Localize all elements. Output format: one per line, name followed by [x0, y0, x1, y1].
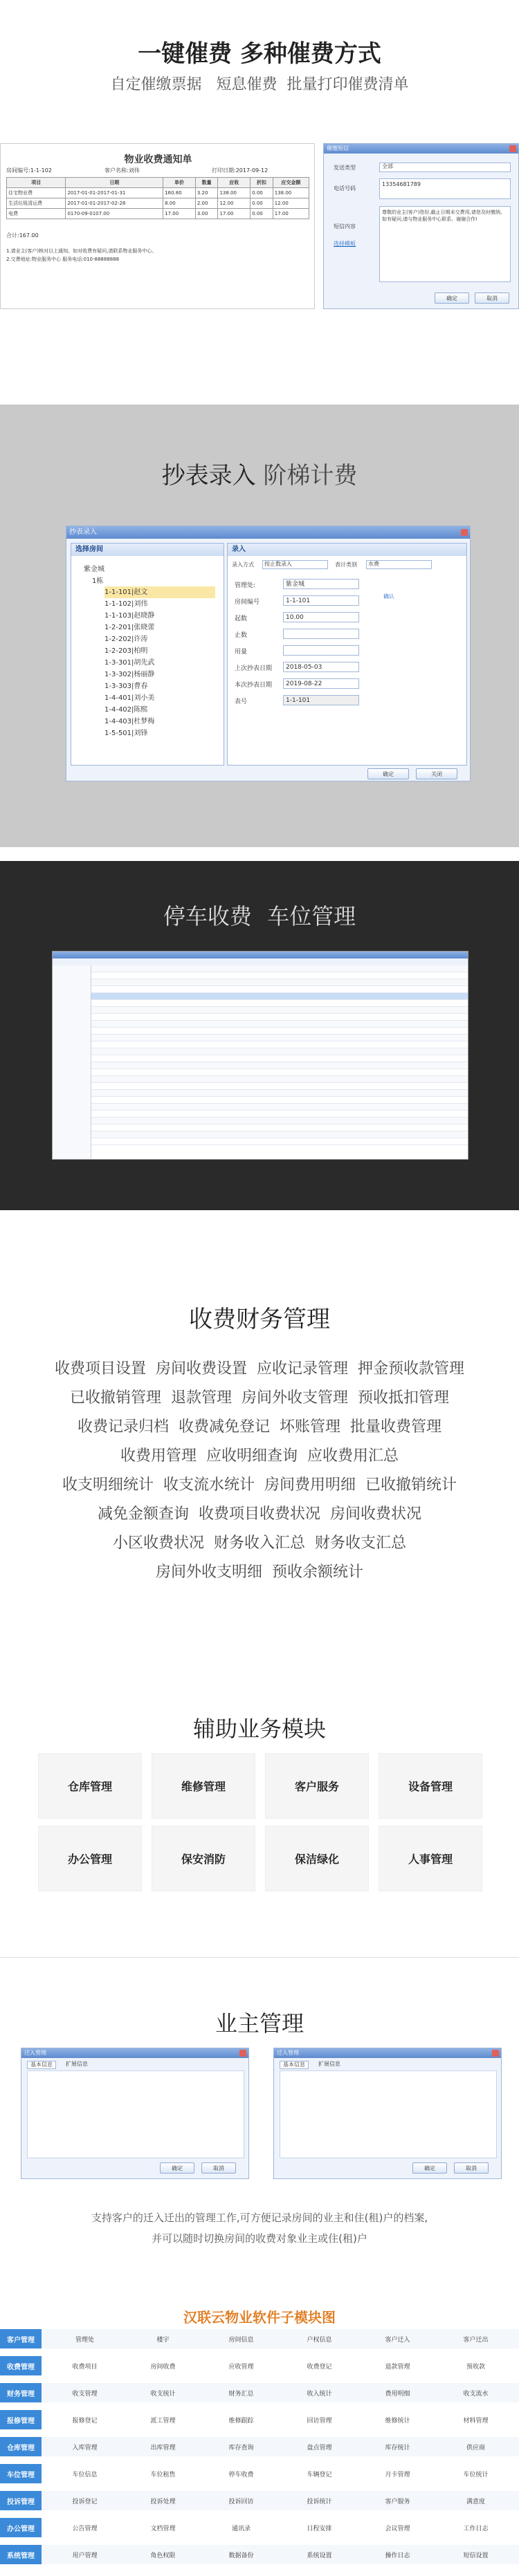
- notice-table: [6, 177, 309, 219]
- tree-room-item[interactable]: 1-2-201|张晓蕾: [104, 624, 155, 631]
- meter-field-input[interactable]: 1-1-101: [283, 695, 359, 705]
- parking-grid-row[interactable]: [91, 1138, 468, 1145]
- meter-fields: [228, 577, 466, 710]
- module-item: 财务汇总: [228, 2390, 254, 2398]
- notice-cell: 138.00: [218, 188, 251, 198]
- parking-grid-row[interactable]: [91, 1041, 468, 1048]
- module-item: 维修跟踪: [228, 2417, 254, 2425]
- module-item: 客户服务: [385, 2498, 410, 2505]
- tree-room-item[interactable]: 1-2-202|许涛: [104, 636, 148, 643]
- module-row: [0, 2518, 519, 2537]
- meter-field-row: [228, 676, 466, 693]
- tree-title: 选择房间: [71, 544, 224, 556]
- parking-grid-row[interactable]: [91, 979, 468, 986]
- tree-room-item[interactable]: 1-1-101|赵文: [104, 586, 215, 598]
- parking-title: [0, 899, 519, 931]
- tree-room-item[interactable]: 1-1-103|赵晓静: [104, 612, 155, 620]
- notice-col-header: 数量: [195, 178, 218, 188]
- hero-subtitle: 自定催缴票据 短息催费 批量打印催费清单: [110, 76, 409, 93]
- parking-grid-row[interactable]: [91, 1048, 468, 1055]
- notice-row: [7, 188, 309, 198]
- parking-grid-row[interactable]: [91, 1069, 468, 1076]
- notice-cell: 8.00: [163, 198, 196, 209]
- module-item: 管理处: [75, 2336, 94, 2344]
- parking-section: [0, 861, 519, 1210]
- notice-row: [7, 209, 309, 219]
- notice-cell: 3.00: [195, 209, 218, 219]
- finance-line: 收费用管理 应收明细查询 应收费用汇总: [120, 1447, 399, 1465]
- tree-items: [104, 586, 215, 739]
- module-item: 户权信息: [307, 2336, 332, 2344]
- module-item: 收支统计: [150, 2390, 176, 2398]
- notice-col-header: 应交金额: [273, 178, 309, 188]
- module-row-head: 车位管理: [0, 2464, 42, 2483]
- parking-grid-row[interactable]: [91, 1131, 468, 1138]
- rule-label: 表计类别: [335, 562, 357, 568]
- tree-root[interactable]: 紫金城: [84, 566, 104, 573]
- parking-grid-row[interactable]: [91, 1124, 468, 1131]
- parking-titlebar: [53, 952, 468, 958]
- module-row: [0, 2464, 519, 2483]
- tab-basic-a[interactable]: 基本信息: [27, 2061, 56, 2069]
- module-item: 数据备份: [228, 2552, 254, 2559]
- module-item: 维修统计: [385, 2417, 410, 2425]
- finance-line: 收费记录归档 收费减免登记 坏账管理 批量收费管理: [78, 1418, 441, 1436]
- tab-ext-b[interactable]: 扩展信息: [318, 2061, 340, 2067]
- module-item: 满意度: [466, 2498, 485, 2505]
- tree-room-item[interactable]: 1-5-501|刘锋: [104, 730, 148, 737]
- meter-field-input[interactable]: 2019-08-22: [283, 678, 359, 689]
- parking-grid: [91, 965, 468, 1152]
- parking-grid-row[interactable]: [91, 986, 468, 993]
- module-item: 客户迁入: [385, 2336, 410, 2344]
- module-item: 入库管理: [72, 2444, 98, 2452]
- module-item: 供应商: [466, 2444, 485, 2452]
- notice-total: 合计:167.00: [6, 232, 39, 239]
- module-item: 报修登记: [72, 2417, 98, 2425]
- module-item: 系统设置: [307, 2552, 332, 2559]
- module-item: 楼宇: [156, 2336, 170, 2344]
- finance-line: 已收撤销管理 退款管理 房间外收支管理 预收抵扣管理: [70, 1389, 449, 1407]
- aux-module-tile[interactable]: 保安消防: [152, 1826, 255, 1891]
- module-row: [0, 2383, 519, 2402]
- module-item: 费用明细: [385, 2390, 410, 2398]
- meter-close-button[interactable]: 关闭: [416, 768, 457, 779]
- meter-field-label: 止数: [235, 632, 248, 639]
- module-item: 角色权限: [150, 2552, 176, 2559]
- meter-field-row: [228, 627, 466, 643]
- tree-room-item[interactable]: 1-4-402|陈熙: [104, 706, 148, 714]
- module-item: 短信设置: [463, 2552, 489, 2559]
- finance-line: 收费项目设置 房间收费设置 应收记录管理 押金预收款管理: [55, 1360, 464, 1378]
- sms-window: [323, 143, 519, 309]
- parking-grid-row[interactable]: [91, 1090, 468, 1097]
- parking-grid-row[interactable]: [91, 1062, 468, 1069]
- aux-title: 辅助业务模块: [192, 1716, 326, 1742]
- module-item: 房间信息: [228, 2336, 254, 2344]
- notice-cell: 17.00: [273, 209, 309, 219]
- notice-cell: 12.00: [273, 198, 309, 209]
- tree-room-item[interactable]: 1-2-203|柏明: [104, 647, 148, 655]
- notice-cell: 2.00: [195, 198, 218, 209]
- parking-grid-row[interactable]: [91, 1035, 468, 1041]
- aux-section: [0, 1653, 519, 1957]
- notice-col-header: 日期: [66, 178, 163, 188]
- close-icon[interactable]: [239, 2050, 246, 2057]
- owner-title: 业主管理: [215, 2010, 304, 2037]
- meter-field-label: 表号: [235, 698, 248, 705]
- notice-date: 打印日期:2017-09-12: [212, 167, 268, 174]
- notice-cell: 生活垃圾清运费: [7, 198, 66, 209]
- module-row-head: 投诉管理: [0, 2491, 42, 2510]
- tree-room-item[interactable]: 1-1-102|刘伟: [104, 600, 148, 608]
- notice-cell: 电费: [7, 209, 66, 219]
- meter-section: [0, 405, 519, 847]
- module-item: 投诉回访: [228, 2498, 254, 2505]
- sms-ok-button[interactable]: 确定: [435, 293, 469, 304]
- parking-grid-row[interactable]: [91, 1007, 468, 1014]
- module-item: 投诉处理: [150, 2498, 176, 2505]
- notice-cell: 17.00: [218, 209, 251, 219]
- module-row-head: 客户管理: [0, 2329, 42, 2348]
- owner-caption-a: 迁入管理: [21, 2048, 248, 2058]
- meter-field-label: 上次抄表日期: [235, 665, 273, 672]
- module-item: 操作日志: [385, 2552, 410, 2559]
- notice-cell: 0.00: [251, 198, 273, 209]
- meter-caption: 抄表录入: [66, 526, 470, 539]
- parking-grid-row[interactable]: [91, 1118, 468, 1124]
- notice-cell: 12.00: [218, 198, 251, 209]
- module-item: 车位统计: [463, 2471, 489, 2478]
- module-item: 派工管理: [150, 2417, 176, 2425]
- parking-grid-row[interactable]: [91, 965, 468, 972]
- notice-house: 房间编号:1-1-102: [6, 167, 52, 174]
- aux-module-tile[interactable]: 保洁绿化: [265, 1826, 369, 1891]
- module-item: 应收管理: [228, 2363, 254, 2371]
- meter-field-label: 起数: [235, 615, 248, 622]
- module-item: 停车收费: [228, 2471, 254, 2478]
- sms-content-label: 短信内容: [334, 223, 356, 230]
- template-link[interactable]: 选择模板: [334, 241, 356, 247]
- parking-title-b: 车位管理: [267, 903, 356, 929]
- module-item: 工作日志: [463, 2525, 489, 2532]
- meter-field-input[interactable]: [283, 645, 359, 656]
- aux-module-tile[interactable]: 客户服务: [265, 1753, 369, 1819]
- meter-field-row: [228, 577, 466, 593]
- parking-grid-row[interactable]: [91, 972, 468, 979]
- notice-doc-title: 物业收费通知单: [124, 154, 192, 165]
- meter-field-input[interactable]: 紫金城: [283, 579, 359, 589]
- notice-owner: 客户名称:刘伟: [104, 167, 140, 174]
- modules-title: 汉联云物业软件子模块图: [183, 2309, 336, 2326]
- module-row-head: 报修管理: [0, 2410, 42, 2429]
- module-row: [0, 2356, 519, 2375]
- notice-note-2: 2.交费地址:物业服务中心 服务电话:010-88888888: [6, 257, 120, 262]
- notice-cell: 2017-01-01-2017-01-31: [66, 188, 163, 198]
- notice-col-header: 项目: [7, 178, 66, 188]
- notice-cell: 2017-01-01-2017-02-28: [66, 198, 163, 209]
- owner-cancel-button-a[interactable]: 取消: [201, 2162, 236, 2174]
- parking-grid-row[interactable]: [91, 1083, 468, 1090]
- parking-grid-row[interactable]: [91, 1111, 468, 1118]
- parking-grid-row[interactable]: [91, 1055, 468, 1062]
- module-row-head: 财务管理: [0, 2383, 42, 2402]
- meter-ok-button[interactable]: 确定: [367, 768, 409, 779]
- finance-line: 房间外收支明细 预收余额统计: [156, 1564, 363, 1581]
- tree-room-item[interactable]: 1-3-301|胡先武: [104, 659, 155, 667]
- meter-field-row: [228, 610, 466, 627]
- owner-desc-2: 并可以随时切换房间的收费对象业主或住(租)户: [152, 2232, 367, 2245]
- meter-field-input[interactable]: 1-1-101: [283, 595, 359, 606]
- sms-type-select[interactable]: 全部: [379, 163, 511, 172]
- parking-grid-row[interactable]: [91, 1076, 468, 1083]
- module-item: 投诉统计: [307, 2498, 332, 2505]
- module-item: 出库管理: [150, 2444, 176, 2452]
- module-row: [0, 2410, 519, 2429]
- meter-field-input[interactable]: 2018-05-03: [283, 662, 359, 672]
- parking-title-a: 停车收费: [163, 903, 252, 929]
- owner-ok-button-a[interactable]: 确定: [160, 2162, 194, 2174]
- notice-col-header: 应收: [218, 178, 251, 188]
- sms-type-label: 发送类型: [334, 165, 356, 171]
- module-item: 退款管理: [385, 2363, 410, 2371]
- parking-grid-row[interactable]: [91, 1014, 468, 1021]
- module-item: 预收款: [466, 2363, 485, 2371]
- notice-row: [7, 198, 309, 209]
- module-row: [0, 2545, 519, 2564]
- owner-caption-b: 迁入管理: [274, 2048, 501, 2058]
- meter-field-label: 用量: [235, 649, 248, 656]
- notice-col-header: 单价: [163, 178, 196, 188]
- finance-line: 小区收费状况 财务收入汇总 财务收支汇总: [113, 1535, 406, 1552]
- room-tree-panel: [71, 543, 224, 766]
- owner-form-a: [27, 2070, 244, 2158]
- meter-title: [0, 456, 519, 490]
- notice-col-header: 折扣: [251, 178, 273, 188]
- module-row-head: 收费管理: [0, 2356, 42, 2375]
- meter-form-panel: [227, 543, 467, 766]
- owner-desc-1: 支持客户的迁入迁出的管理工作,可方便记录房间的业主和住(租)户的档案,: [91, 2212, 428, 2224]
- mode-select[interactable]: 按止数录入: [262, 560, 328, 569]
- sms-phone-label: 电话号码: [334, 185, 356, 192]
- module-item: 收支管理: [72, 2390, 98, 2398]
- meter-field-row: [228, 593, 466, 610]
- module-item: 收费项目: [72, 2363, 98, 2371]
- module-item: 收支流水: [463, 2390, 489, 2398]
- module-item: 收费登记: [307, 2363, 332, 2371]
- meter-field-row: [228, 693, 466, 710]
- meter-window: [66, 526, 471, 781]
- module-item: 公告管理: [72, 2525, 98, 2532]
- parking-grid-row[interactable]: [91, 1028, 468, 1035]
- tab-basic-b[interactable]: 基本信息: [280, 2061, 309, 2069]
- tree-building[interactable]: 1栋: [92, 577, 104, 585]
- sms-content-input[interactable]: 尊敬的业主(客户)您好,截止日期未交费用,请您及时缴纳。如有疑问,请与物业服务中心联系。谢谢合作!: [379, 206, 511, 282]
- module-item: 用户管理: [72, 2552, 98, 2559]
- module-item: 车位租售: [150, 2471, 176, 2478]
- module-item: 房间收费: [150, 2363, 176, 2371]
- tree-room-item[interactable]: 1-3-303|曹春: [104, 683, 148, 690]
- finance-line: 减免金额查询 收费项目收费状况 房间收费状况: [98, 1505, 421, 1523]
- module-row: [0, 2491, 519, 2510]
- module-row-head: 系统管理: [0, 2545, 42, 2564]
- tree-room-item[interactable]: 1-4-401|刘小美: [104, 694, 155, 702]
- meter-field-input[interactable]: 10.00: [283, 612, 359, 622]
- notice-cell: 138.00: [273, 188, 309, 198]
- close-icon[interactable]: [509, 145, 516, 152]
- owner-window-a: [21, 2048, 249, 2179]
- rule-select[interactable]: 水费: [366, 560, 432, 569]
- notice-cell: 0.00: [251, 209, 273, 219]
- module-item: 库存查询: [228, 2444, 254, 2452]
- meter-field-row: [228, 643, 466, 660]
- module-row-head: 仓库管理: [0, 2437, 42, 2456]
- tab-ext-a[interactable]: 扩展信息: [66, 2061, 88, 2067]
- module-item: 库存统计: [385, 2444, 410, 2452]
- notice-cell: 住宅物业费: [7, 188, 66, 198]
- module-item: 收入统计: [307, 2390, 332, 2398]
- module-item: 通讯录: [231, 2525, 251, 2532]
- modules-section: [0, 2303, 519, 2576]
- module-row: [0, 2329, 519, 2348]
- notice-note-1: 1.请业主(客户)核对以上通知。如对收费有疑问,请联系物业服务中心。: [6, 248, 157, 254]
- module-item: 客户迁出: [463, 2336, 489, 2344]
- confirm-link[interactable]: 确认: [383, 593, 394, 600]
- notice-cell: 160.80: [163, 188, 196, 198]
- form-title: 录入: [228, 544, 466, 556]
- owner-ok-button-b[interactable]: 确定: [412, 2162, 447, 2174]
- module-item: 材料管理: [463, 2417, 489, 2425]
- module-item: 投诉登记: [72, 2498, 98, 2505]
- sms-phone-input[interactable]: 13354681789: [379, 178, 511, 199]
- sms-cancel-button[interactable]: 取消: [475, 293, 509, 304]
- owner-window-b: [273, 2048, 502, 2179]
- meter-title-b: 阶梯计费: [263, 462, 358, 490]
- module-item: 文档管理: [150, 2525, 176, 2532]
- aux-module-tile[interactable]: 维修管理: [152, 1753, 255, 1819]
- meter-field-label: 本次抄表日期: [235, 682, 273, 689]
- aux-module-tile[interactable]: 仓库管理: [38, 1753, 142, 1819]
- module-item: 月卡管理: [385, 2471, 410, 2478]
- meter-field-row: [228, 660, 466, 676]
- module-item: 会议管理: [385, 2525, 410, 2532]
- parking-screenshot: [52, 951, 468, 1160]
- tree-room-item[interactable]: 1-3-302|杨丽静: [104, 671, 155, 678]
- aux-module-tile[interactable]: 设备管理: [379, 1753, 482, 1819]
- finance-line: 收支明细统计 收支流水统计 房间费用明细 已收撤销统计: [62, 1476, 457, 1494]
- notice-cell: 0.00: [251, 188, 273, 198]
- parking-tree: [53, 965, 91, 1159]
- notice-cell: 0170-09-0107.00: [66, 209, 163, 219]
- finance-section: [0, 1210, 519, 1653]
- module-item: 车辆登记: [307, 2471, 332, 2478]
- parking-grid-row[interactable]: [91, 1104, 468, 1111]
- close-icon[interactable]: [461, 529, 468, 536]
- sms-caption: 催缴短信: [324, 144, 518, 154]
- module-item: 盘点管理: [307, 2444, 332, 2452]
- finance-title: 收费财务管理: [189, 1306, 330, 1333]
- module-row-head: 办公管理: [0, 2518, 42, 2537]
- meter-field-input[interactable]: [283, 629, 359, 639]
- module-row: [0, 2437, 519, 2456]
- close-icon[interactable]: [492, 2050, 499, 2057]
- meter-title-a: 抄表录入: [161, 462, 256, 490]
- module-item: 回访管理: [307, 2417, 332, 2425]
- owner-cancel-button-b[interactable]: 取消: [454, 2162, 489, 2174]
- parking-grid-row[interactable]: [91, 993, 468, 1000]
- meter-field-label: 房间编号: [235, 599, 260, 606]
- owner-section: [0, 1957, 519, 2269]
- fee-notice-window: [0, 143, 315, 309]
- hero-title: 一键催费 多种催费方式: [138, 40, 381, 68]
- aux-module-tile[interactable]: 办公管理: [38, 1826, 142, 1891]
- module-item: 车位信息: [72, 2471, 98, 2478]
- notice-cell: 3.20: [195, 188, 218, 198]
- module-item: 日程安排: [307, 2525, 332, 2532]
- mode-label: 录入方式: [232, 562, 254, 568]
- parking-grid-row[interactable]: [91, 1021, 468, 1028]
- notice-cell: 17.00: [163, 209, 196, 219]
- tree-room-item[interactable]: 1-4-403|杜梦梅: [104, 718, 155, 725]
- aux-module-tile[interactable]: 人事管理: [379, 1826, 482, 1891]
- meter-field-label: 管理处:: [235, 582, 256, 589]
- owner-form-b: [280, 2070, 497, 2158]
- parking-grid-row[interactable]: [91, 1000, 468, 1007]
- parking-grid-row[interactable]: [91, 1097, 468, 1104]
